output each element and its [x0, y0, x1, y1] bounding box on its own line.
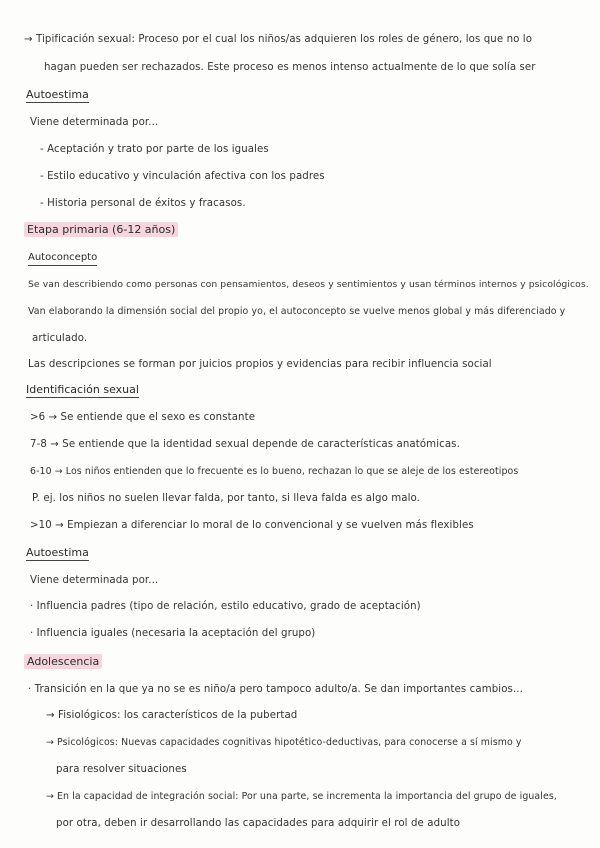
- heading-autoconcepto: Autoconcepto: [28, 250, 97, 266]
- adolescencia-social-2: por otra, deben ir desarrollando las capacidades para adquirir el rol de adulto: [56, 818, 461, 829]
- autoestima-item-1: - Aceptación y trato por parte de los iguales: [40, 144, 269, 155]
- adolescencia-fisiologicos: → Fisiológicos: los característicos de la pubertad: [46, 710, 298, 721]
- autoestima-intro-1: Viene determinada por...: [30, 117, 159, 128]
- autoconcepto-line-3: articulado.: [32, 333, 88, 344]
- tipificacion-line-1: → Tipificación sexual: Proceso por el cual los niños/as adquieren los roles de género, los que no lo: [24, 34, 533, 45]
- identificacion-line-4: P. ej. los niños no suelen llevar falda, por tanto, si lleva falda es algo malo.: [32, 493, 421, 504]
- adolescencia-social-1: → En la capacidad de integración social: Por una parte, se incrementa la importancia del grupo de iguales,: [46, 791, 557, 802]
- autoconcepto-line-2: Van elaborando la dimensión social del propio yo, el autoconcepto se vuelve menos global y más diferenciado y: [28, 306, 566, 317]
- tipificacion-line-2: hagan pueden ser rechazados. Este proceso es menos intenso actualmente de lo que solía ser: [44, 62, 536, 73]
- autoestima-intro-2: Viene determinada por...: [30, 575, 159, 586]
- adolescencia-psicologicos-1: → Psicológicos: Nuevas capacidades cognitivas hipotético-deductivas, para conocerse a sí mismo y: [46, 737, 522, 748]
- heading-etapa-primaria: Etapa primaria (6-12 años): [24, 222, 178, 237]
- heading-identificacion-sexual: Identificación sexual: [26, 383, 139, 396]
- identificacion-line-5: >10 → Empiezan a diferenciar lo moral de lo convencional y se vuelven más flexibles: [30, 520, 474, 531]
- adolescencia-line-1: · Transición en la que ya no se es niño/a pero tampoco adulto/a. Se dan importantes cambios...: [28, 684, 523, 695]
- autoestima-factor-1: · Influencia padres (tipo de relación, estilo educativo, grado de aceptación): [30, 601, 421, 612]
- autoconcepto-line-1: Se van describiendo como personas con pensamientos, deseos y sentimientos y usan términos internos y psicológicos.: [28, 279, 589, 290]
- autoestima-factor-2: · Influencia iguales (necesaria la aceptación del grupo): [30, 628, 316, 639]
- adolescencia-psicologicos-2: para resolver situaciones: [56, 764, 187, 775]
- heading-autoestima-2: Autoestima: [26, 546, 89, 559]
- identificacion-line-2: 7-8 → Se entiende que la identidad sexual depende de características anatómicas.: [30, 439, 460, 450]
- autoconcepto-line-4: Las descripciones se forman por juicios propios y evidencias para recibir influencia social: [28, 359, 492, 370]
- identificacion-line-3: 6-10 → Los niños entienden que lo frecuente es lo bueno, rechazan lo que se aleje de los estereotipos: [30, 466, 519, 477]
- heading-autoestima-1: Autoestima: [26, 88, 89, 101]
- heading-adolescencia: Adolescencia: [24, 654, 102, 669]
- autoestima-item-3: - Historia personal de éxitos y fracasos.: [40, 198, 246, 209]
- identificacion-line-1: >6 → Se entiende que el sexo es constante: [30, 412, 256, 423]
- autoestima-item-2: - Estilo educativo y vinculación afectiva con los padres: [40, 171, 325, 182]
